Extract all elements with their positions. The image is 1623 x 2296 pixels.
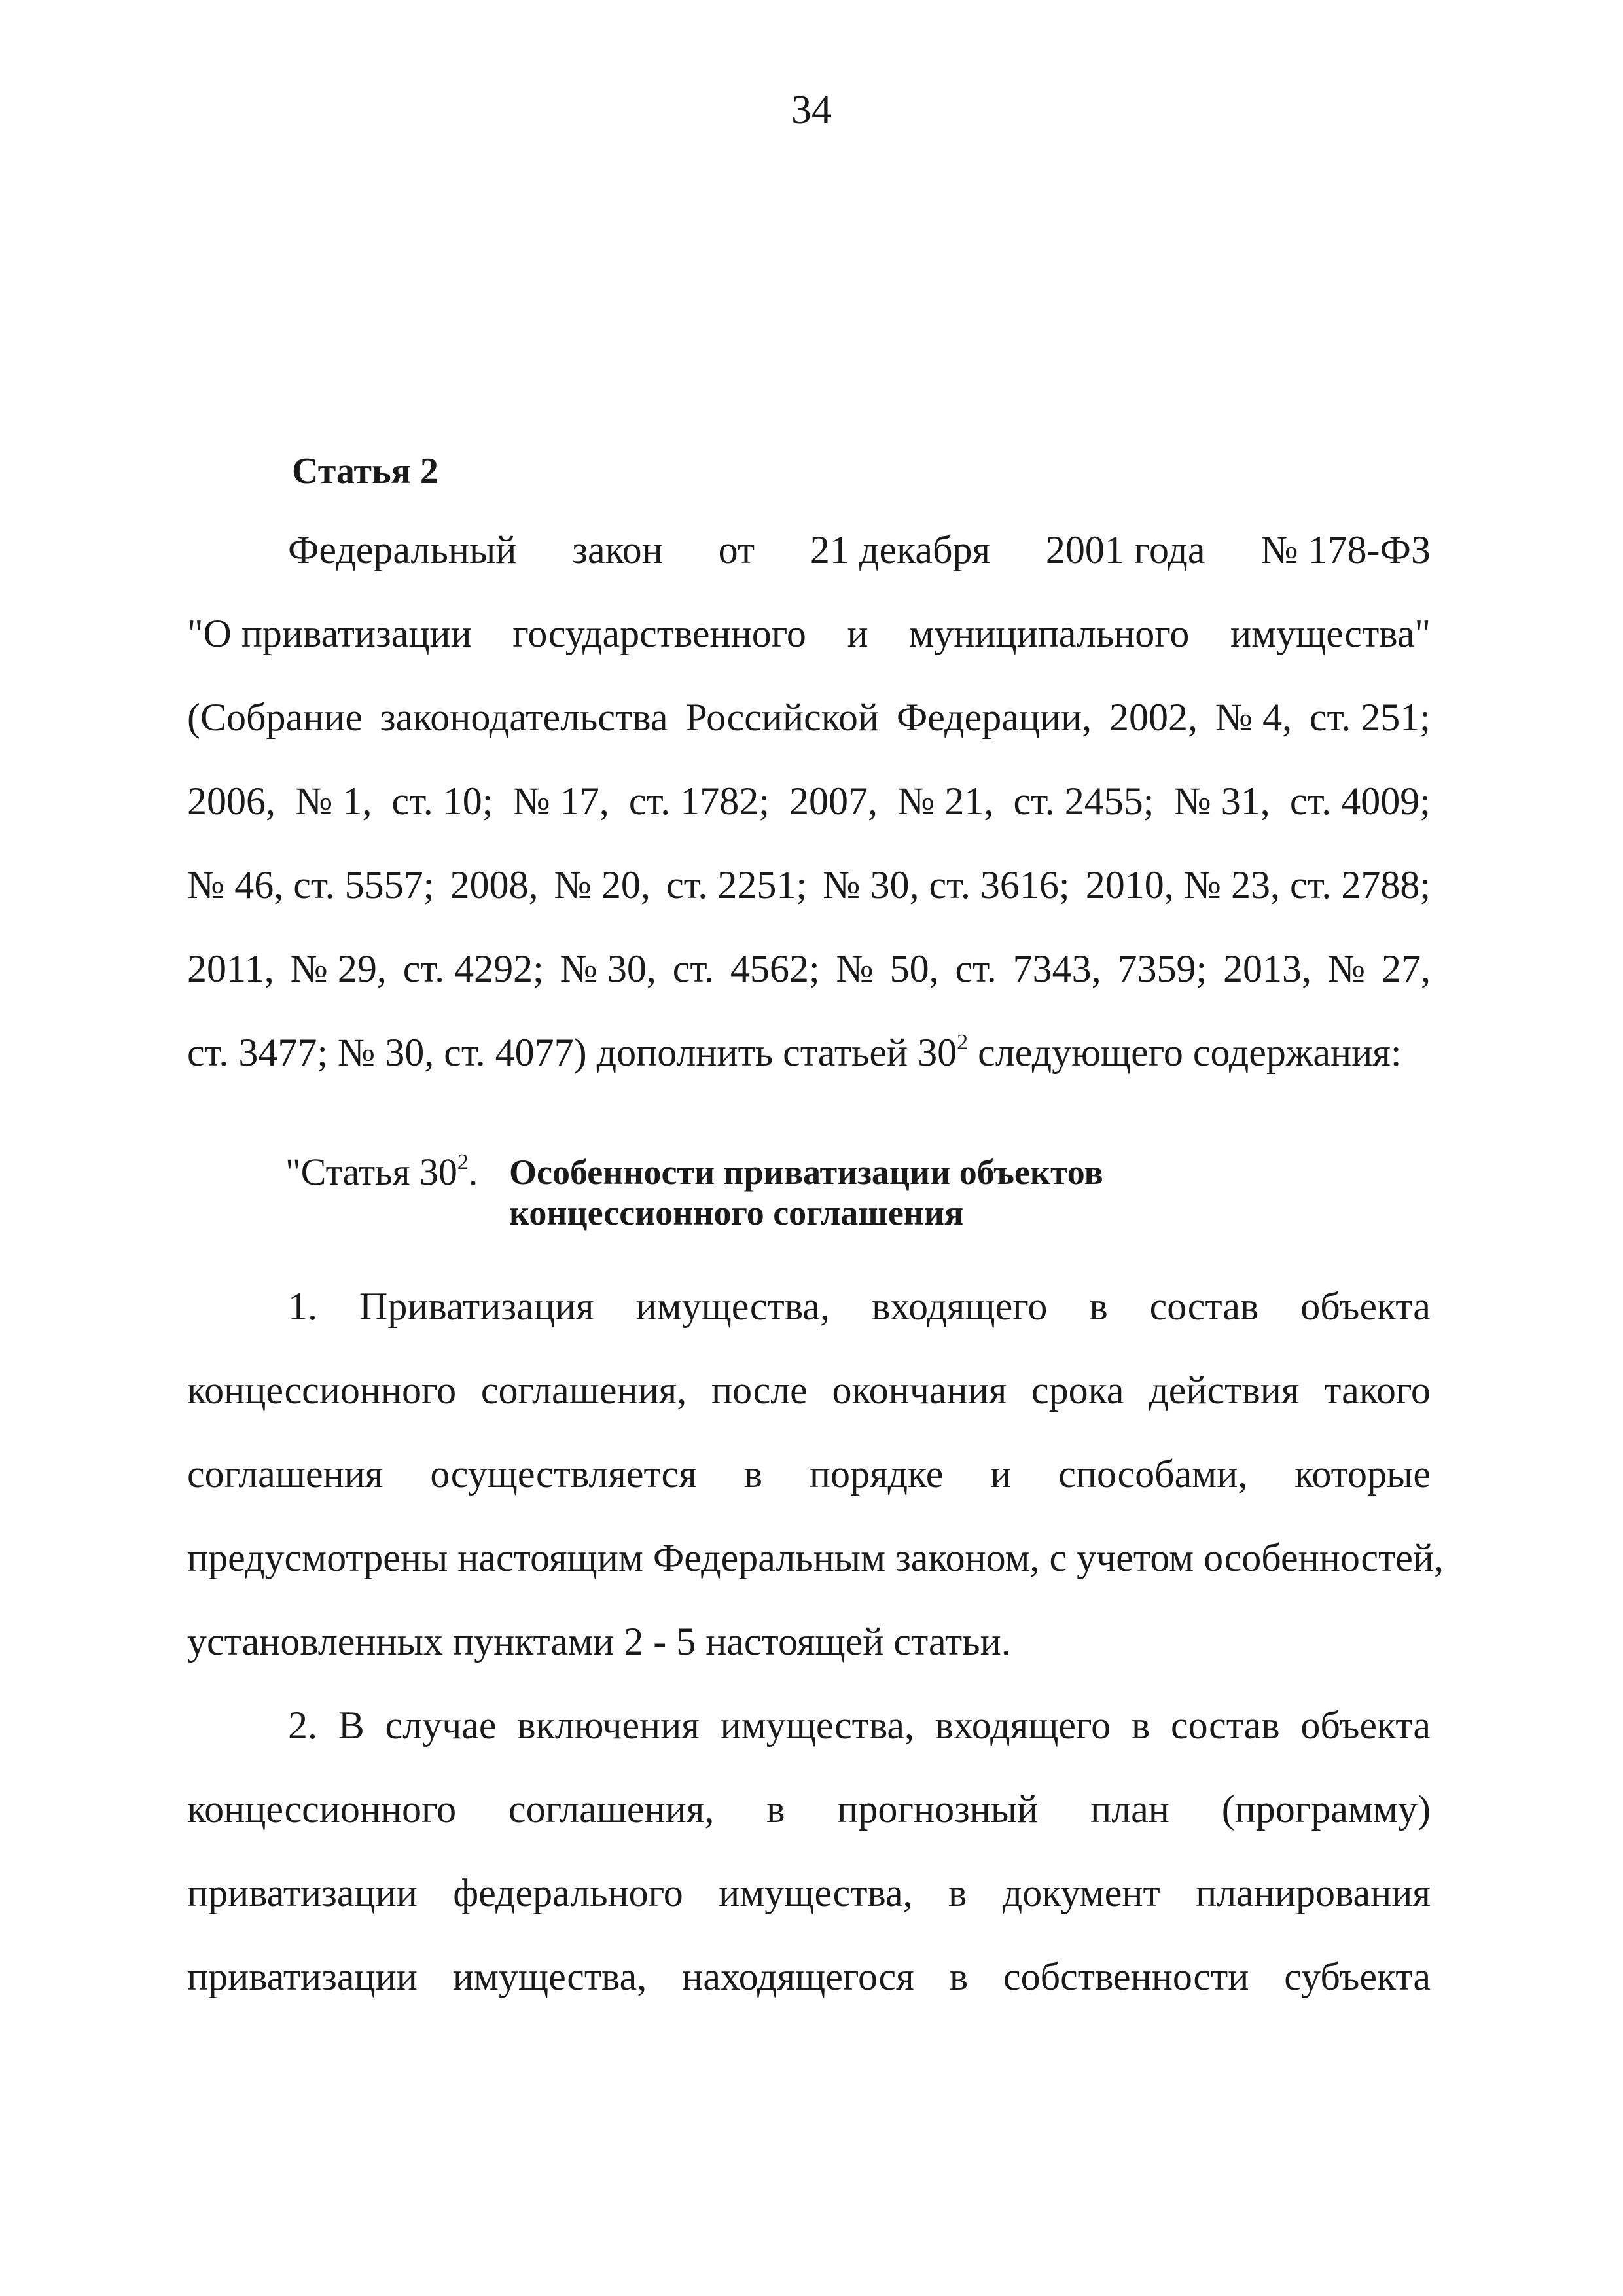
point-1-line-5: установленных пунктами 2 - 5 настоящей статьи. [187,1620,1011,1663]
word: соглашения [187,1452,383,1496]
word: и [990,1452,1012,1496]
sub-article-title [509,1152,1103,1233]
word: 27, [1382,947,1431,990]
word: прогнозный [837,1787,1039,1831]
word: осуществляется [430,1452,697,1496]
word: планирования [1196,1871,1431,1914]
word: в [766,1787,785,1831]
point-2-line-2 [187,1783,1431,1835]
word: 2008, [450,863,539,906]
word: государственного [512,612,806,655]
paragraph-1-line-7-tail: следующего содержания: [968,1031,1402,1074]
word: приватизации [187,1955,418,1998]
point-1-line-1 [288,1280,1431,1333]
word: 2001 года [1045,528,1205,571]
word: действия [1149,1369,1300,1412]
point-2-line-1 [288,1699,1431,1751]
word: Федеральный [288,528,517,571]
word: имущества, [452,1955,647,1998]
word: ст. 2455; [1013,780,1154,823]
word: № 30, ст. 3616; [823,863,1070,906]
word: ст. [955,947,997,990]
word: состав [1170,1704,1280,1747]
paragraph-1-line-3 [187,691,1431,744]
point-2-line-4 [187,1950,1431,2003]
word: 2002, [1109,696,1198,739]
word: имущества" [1230,612,1431,655]
article-heading: Статья 2 [292,451,438,492]
point-2-line-3 [187,1867,1431,1919]
word: муниципального [909,612,1190,655]
word: 21 декабря [810,528,991,571]
word: ст. 251; [1309,696,1431,739]
word: 1. [288,1285,317,1328]
word: Приватизация [359,1285,594,1328]
word: № 4, [1215,696,1293,739]
word: 2. [288,1704,317,1747]
word: способами, [1058,1452,1248,1496]
word: законодательства [380,696,668,739]
word: объекта [1300,1285,1431,1328]
word: 7343, [1012,947,1101,990]
word: концессионного [187,1787,457,1831]
paragraph-1-line-6 [187,942,1431,995]
word: ст. 4292; [402,947,544,990]
word: срока [1031,1369,1124,1412]
word: (Собрание [187,696,363,739]
word: концессионного [187,1369,457,1412]
sub-article-label: "Статья $30^2$. [285,1149,478,1193]
word: имущества, [635,1285,830,1328]
point-1-line-4: предусмотрены настоящим Федеральным законом, с учетом особенностей, [187,1536,1444,1579]
word: в [949,1955,969,1998]
word: № 1, [295,780,372,823]
word: в [948,1871,967,1914]
paragraph-1-line-7 [187,1026,1431,1079]
word: ст. 4009; [1289,780,1431,823]
sub-article-title-line-1: Особенности приватизации объектов [509,1153,1103,1192]
word: № 31, [1173,780,1270,823]
word: 7359; [1117,947,1207,990]
page-number: 34 [791,88,832,132]
word: ст. 2251; [666,863,808,906]
word: после [711,1369,808,1412]
word: № 29, [290,947,387,990]
paragraph-1-line-5 [187,859,1431,911]
word: Российской [685,696,879,739]
paragraph-1-line-2 [187,607,1431,660]
word: закон [572,528,663,571]
word: объекта [1300,1704,1431,1747]
word: имущества, [719,1871,913,1914]
word: № 17, [512,780,609,823]
sub-article-label-superscript: 2 [457,1149,469,1174]
word: от [718,528,755,571]
word: соглашения, [480,1369,687,1412]
word: ст. [672,947,715,990]
word: 4562; [730,947,820,990]
word: такого [1324,1369,1431,1412]
word: входящего [871,1285,1048,1328]
word: порядке [809,1452,944,1496]
word: ст. 1782; [628,780,770,823]
word: федерального [453,1871,683,1914]
word: имущества, [720,1704,915,1747]
word: 2010, № 23, ст. 2788; [1085,863,1431,906]
word: В [338,1704,365,1747]
word: № 21, [897,780,994,823]
superscript-2: 2 [957,1030,969,1054]
word: соглашения, [508,1787,715,1831]
word: собственности [1003,1955,1249,1998]
word: план [1090,1787,1169,1831]
word: в [1089,1285,1108,1328]
word: № 178-ФЗ [1260,528,1431,571]
word: в [743,1452,762,1496]
word: и [847,612,868,655]
word: № 20, [554,863,651,906]
paragraph-1-line-4 [187,775,1431,827]
point-1-line-2 [187,1364,1431,1416]
word: ст. 10; [391,780,493,823]
word: 2011, [187,947,274,990]
word: 2006, [187,780,276,823]
word: в [1131,1704,1150,1747]
paragraph-1-line-7-text: ст. 3477; № 30, ст. 4077) дополнить статьей 30 [187,1031,957,1074]
word: находящегося [682,1955,914,1998]
word: состав [1149,1285,1259,1328]
paragraph-1-line-1 [288,524,1431,576]
word: № 46, ст. 5557; [187,863,435,906]
point-1-line-3 [187,1448,1431,1500]
word: № [1327,947,1366,990]
word: окончания [832,1369,1007,1412]
word: приватизации [187,1871,418,1914]
word: (программу) [1221,1787,1431,1831]
word: включения [517,1704,700,1747]
word: 2007, [789,780,878,823]
word: которые [1294,1452,1431,1496]
word: документ [1002,1871,1160,1914]
word: 2013, [1223,947,1312,990]
word: субъекта [1284,1955,1431,1998]
word: случае [385,1704,497,1747]
word: № [836,947,874,990]
sub-article-title-line-2: концессионного соглашения [509,1193,964,1232]
word: № 30, [560,947,656,990]
word: "О приватизации [187,612,472,655]
word: 50, [889,947,939,990]
word: Федерации, [896,696,1092,739]
word: входящего [935,1704,1111,1747]
sub-article-heading [285,1149,1103,1233]
